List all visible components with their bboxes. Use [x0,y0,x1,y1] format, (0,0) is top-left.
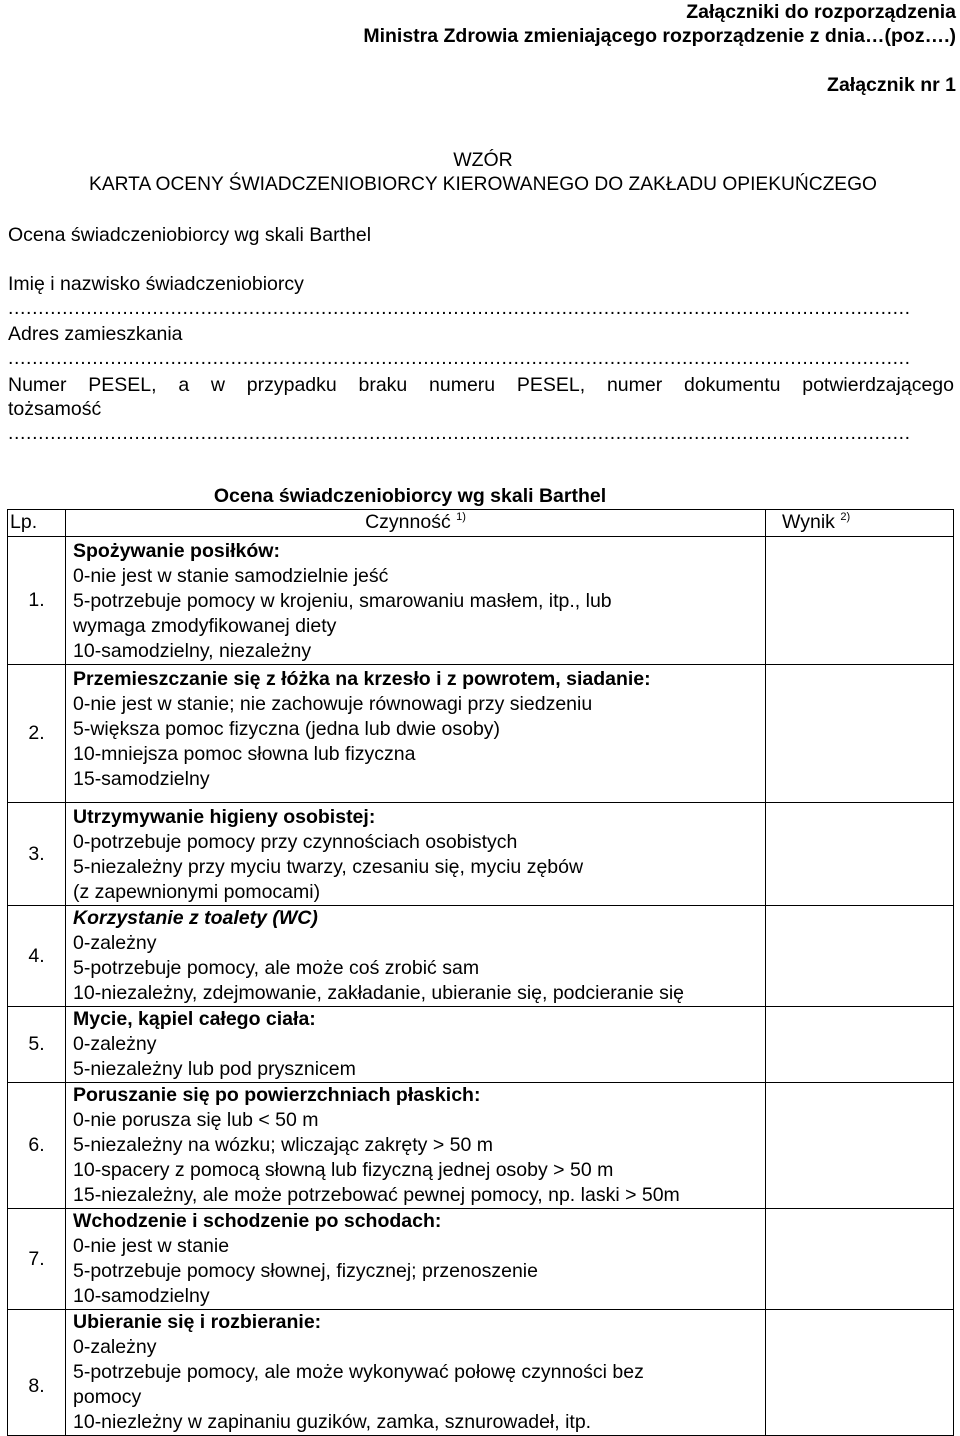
form-subtitle: Ocena świadczeniobiorcy wg skali Barthel [8,224,372,246]
row-number: 1. [8,537,66,665]
activity-option: 10-samodzielny [73,1285,210,1307]
activity-cell [66,1007,766,1083]
activity-option: 0-nie jest w stanie samodzielnie jeść [73,565,389,587]
activity-cell [66,803,766,906]
activity-option: 10-spacery z pomocą słowną lub fizyczną jednej osoby > 50 m [73,1159,614,1181]
activity-option: 10-samodzielny, niezależny [73,640,312,662]
result-cell[interactable] [766,1007,954,1083]
address-field-label: Adres zamieszkania [8,323,183,345]
barthel-table [7,509,954,1436]
document-title: KARTA OCENY ŚWIADCZENIOBIORCY KIEROWANEGO DO ZAKŁADU OPIEKUŃCZEGO [89,174,877,195]
annex-header-line1: Załączniki do rozporządzenia [686,1,956,23]
activity-option: 0-nie jest w stanie [73,1235,230,1257]
activity-option: 10-mniejsza pomoc słowna lub fizyczna [73,743,416,765]
column-header-result-label: Wynik [782,511,835,533]
footnote-marker-1: 1) [456,511,466,523]
table-row [8,1209,954,1310]
activity-cell [66,665,766,803]
row-number: 4. [8,906,66,1007]
activity-option: 5-niezależny lub pod prysznicem [73,1058,356,1080]
activity-cell [66,906,766,1007]
activity-cell [66,1310,766,1436]
activity-option: 0-nie jest w stanie; nie zachowuje równowagi przy siedzeniu [73,693,593,715]
table-header-row [8,510,954,537]
table-row [8,665,954,803]
activity-option: 5-niezależny przy myciu twarzy, czesaniu się, myciu zębów [73,856,584,878]
template-label: WZÓR [453,149,513,171]
activity-title: Wchodzenie i schodzenie po schodach: [73,1210,442,1232]
activity-title: Ubieranie się i rozbieranie: [73,1311,322,1333]
row-number: 3. [8,803,66,906]
activity-option: 0-zależny [73,1033,157,1055]
activity-option: 10-niezależny, zdejmowanie, zakładanie, ubieranie się, podcieranie się [73,982,685,1004]
footnote-marker-2: 2) [840,511,851,523]
activity-title: Spożywanie posiłków: [73,540,280,562]
pesel-field-label-cont: tożsamość [8,398,102,420]
row-number: 8. [8,1310,66,1436]
result-cell[interactable] [766,537,954,665]
row-number: 6. [8,1083,66,1209]
column-header-lp: Lp. [8,510,66,537]
annex-number: Załącznik nr 1 [827,74,956,96]
activity-cell [66,537,766,665]
activity-title: Mycie, kąpiel całego ciała: [73,1008,316,1030]
row-number: 7. [8,1209,66,1310]
name-field-label: Imię i nazwisko świadczeniobiorcy [8,273,304,295]
activity-option: pomocy [73,1386,142,1408]
row-number: 5. [8,1007,66,1083]
activity-option: 5-większa pomoc fizyczna (jedna lub dwie osoby) [73,718,501,740]
pesel-field-label: Numer PESEL, a w przypadku braku numeru PESEL, numer dokumentu potwierdzającego [8,374,954,396]
activity-option: 0-potrzebuje pomocy przy czynnościach osobistych [73,831,518,853]
activity-cell [66,1209,766,1310]
address-field-dots[interactable]: ...................................................................................................................................................... [8,349,911,369]
activity-option: (z zapewnionymi pomocami) [73,881,321,903]
table-row [8,906,954,1007]
activity-option: 0-zależny [73,932,157,954]
name-field-dots[interactable]: ...................................................................................................................................................... [8,299,911,319]
result-cell[interactable] [766,1209,954,1310]
result-cell[interactable] [766,1310,954,1436]
activity-option: 10-niezleżny w zapinaniu guzików, zamka, sznurowadeł, itp. [73,1411,592,1433]
activity-title: Poruszanie się po powierzchniach płaskich: [73,1084,481,1106]
result-cell[interactable] [766,906,954,1007]
activity-option: 0-nie porusza się lub < 50 m [73,1109,319,1131]
column-header-activity-label: Czynność [365,511,451,533]
table-row [8,803,954,906]
activity-option: 15-samodzielny [73,768,210,790]
row-number: 2. [8,665,66,803]
table-row [8,537,954,665]
result-cell[interactable] [766,1083,954,1209]
pesel-field-dots[interactable]: ...................................................................................................................................................... [8,424,911,444]
activity-option: wymaga zmodyfikowanej diety [73,615,337,637]
activity-title: Korzystanie z toalety (WC) [73,907,318,929]
activity-option: 5-potrzebuje pomocy słownej, fizycznej; przenoszenie [73,1260,538,1282]
annex-header-line2: Ministra Zdrowia zmieniającego rozporządzenie z dnia…(poz….) [363,25,956,47]
table-row [8,1083,954,1209]
activity-title: Przemieszczanie się z łóżka na krzesło i z powrotem, siadanie: [73,668,651,690]
activity-option: 5-potrzebuje pomocy, ale może coś zrobić sam [73,957,480,979]
table-title: Ocena świadczeniobiorcy wg skali Barthel [213,485,607,507]
table-row [8,1310,954,1436]
column-header-result [766,510,954,537]
column-header-activity [66,510,766,537]
activity-option: 0-zależny [73,1336,157,1358]
result-cell[interactable] [766,803,954,906]
activity-option: 5-potrzebuje pomocy, ale może wykonywać połowę czynności bez [73,1361,644,1383]
activity-option: 15-niezależny, ale może potrzebować pewnej pomocy, np. laski > 50m [73,1184,680,1206]
activity-title: Utrzymywanie higieny osobistej: [73,806,376,828]
activity-cell [66,1083,766,1209]
activity-option: 5-potrzebuje pomocy w krojeniu, smarowaniu masłem, itp., lub [73,590,612,612]
activity-option: 5-niezależny na wózku; wliczając zakręty > 50 m [73,1134,493,1156]
result-cell[interactable] [766,665,954,803]
table-row [8,1007,954,1083]
